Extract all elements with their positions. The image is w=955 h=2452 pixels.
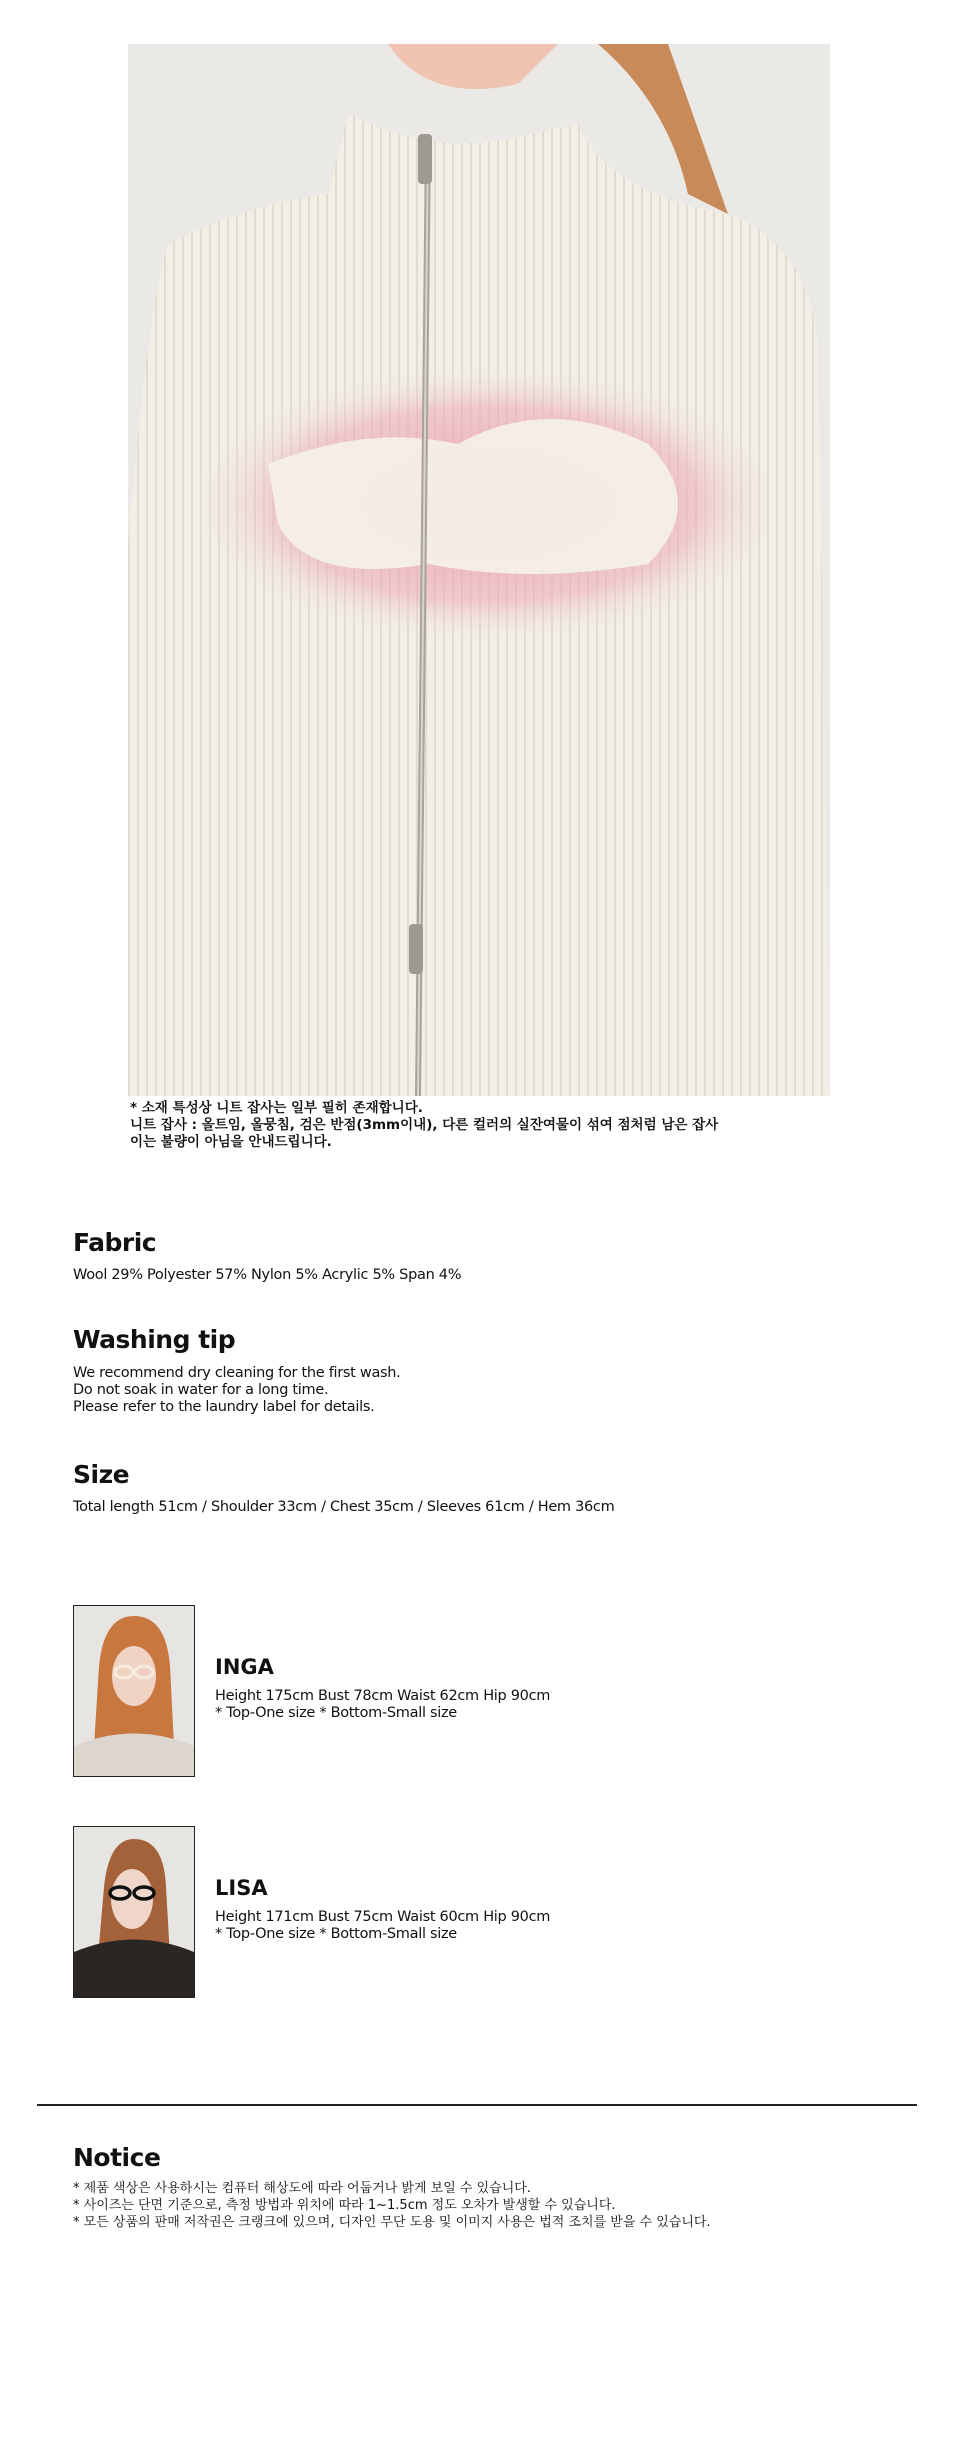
model-stats: Height 171cm Bust 75cm Waist 60cm Hip 90cm	[215, 1909, 551, 1925]
washing-line: We recommend dry cleaning for the first wash.	[73, 1365, 401, 1381]
notice-list	[73, 2180, 711, 2231]
notice-heading: Notice	[73, 2143, 161, 2172]
fabric-composition: Wool 29% Polyester 57% Nylon 5% Acrylic 5% Span 4%	[73, 1267, 462, 1283]
caption-line: 니트 잡사 : 올트임, 올뭉침, 검은 반점(3mm이내), 다른 컬러의 실잔여물이 섞여 점처럼 남은 잡사	[130, 1117, 719, 1133]
model-fit: * Top-One size * Bottom-Small size	[215, 1926, 457, 1942]
model-stats: Height 175cm Bust 78cm Waist 62cm Hip 90cm	[215, 1688, 551, 1704]
notice-line: * 제품 색상은 사용하시는 컴퓨터 해상도에 따라 어둡거나 밝게 보일 수 있습니다.	[73, 2181, 531, 2196]
model-photo-lisa	[73, 1826, 195, 1998]
knit-notice-caption	[130, 1100, 718, 1151]
washing-line: Please refer to the laundry label for details.	[73, 1399, 375, 1415]
caption-line: 이는 불량이 아님을 안내드립니다.	[130, 1134, 332, 1150]
model-portrait	[74, 1827, 194, 1997]
model-photo-inga	[73, 1605, 195, 1777]
size-measurements: Total length 51cm / Shoulder 33cm / Chest 35cm / Sleeves 61cm / Hem 36cm	[73, 1499, 615, 1515]
washing-line: Do not soak in water for a long time.	[73, 1382, 329, 1398]
product-photo	[128, 44, 830, 1096]
model-name: LISA	[215, 1876, 268, 1900]
model-portrait	[74, 1606, 194, 1776]
sweater-illustration	[128, 44, 830, 1096]
washing-heading: Washing tip	[73, 1325, 236, 1354]
notice-line: * 모든 상품의 판매 저작권은 크랭크에 있으며, 디자인 무단 도용 및 이미지 사용은 법적 조치를 받을 수 있습니다.	[73, 2215, 711, 2230]
washing-instructions	[73, 1365, 400, 1416]
caption-line: * 소재 특성상 니트 잡사는 일부 필히 존재합니다.	[130, 1100, 423, 1116]
size-heading: Size	[73, 1460, 130, 1489]
fabric-heading: Fabric	[73, 1228, 157, 1257]
model-name: INGA	[215, 1655, 274, 1679]
model-details	[215, 1909, 550, 1943]
notice-line: * 사이즈는 단면 기준으로, 측정 방법과 위치에 따라 1~1.5cm 정도 오차가 발생할 수 있습니다.	[73, 2198, 616, 2213]
model-fit: * Top-One size * Bottom-Small size	[215, 1705, 457, 1721]
section-divider	[37, 2104, 917, 2106]
model-details	[215, 1688, 550, 1722]
